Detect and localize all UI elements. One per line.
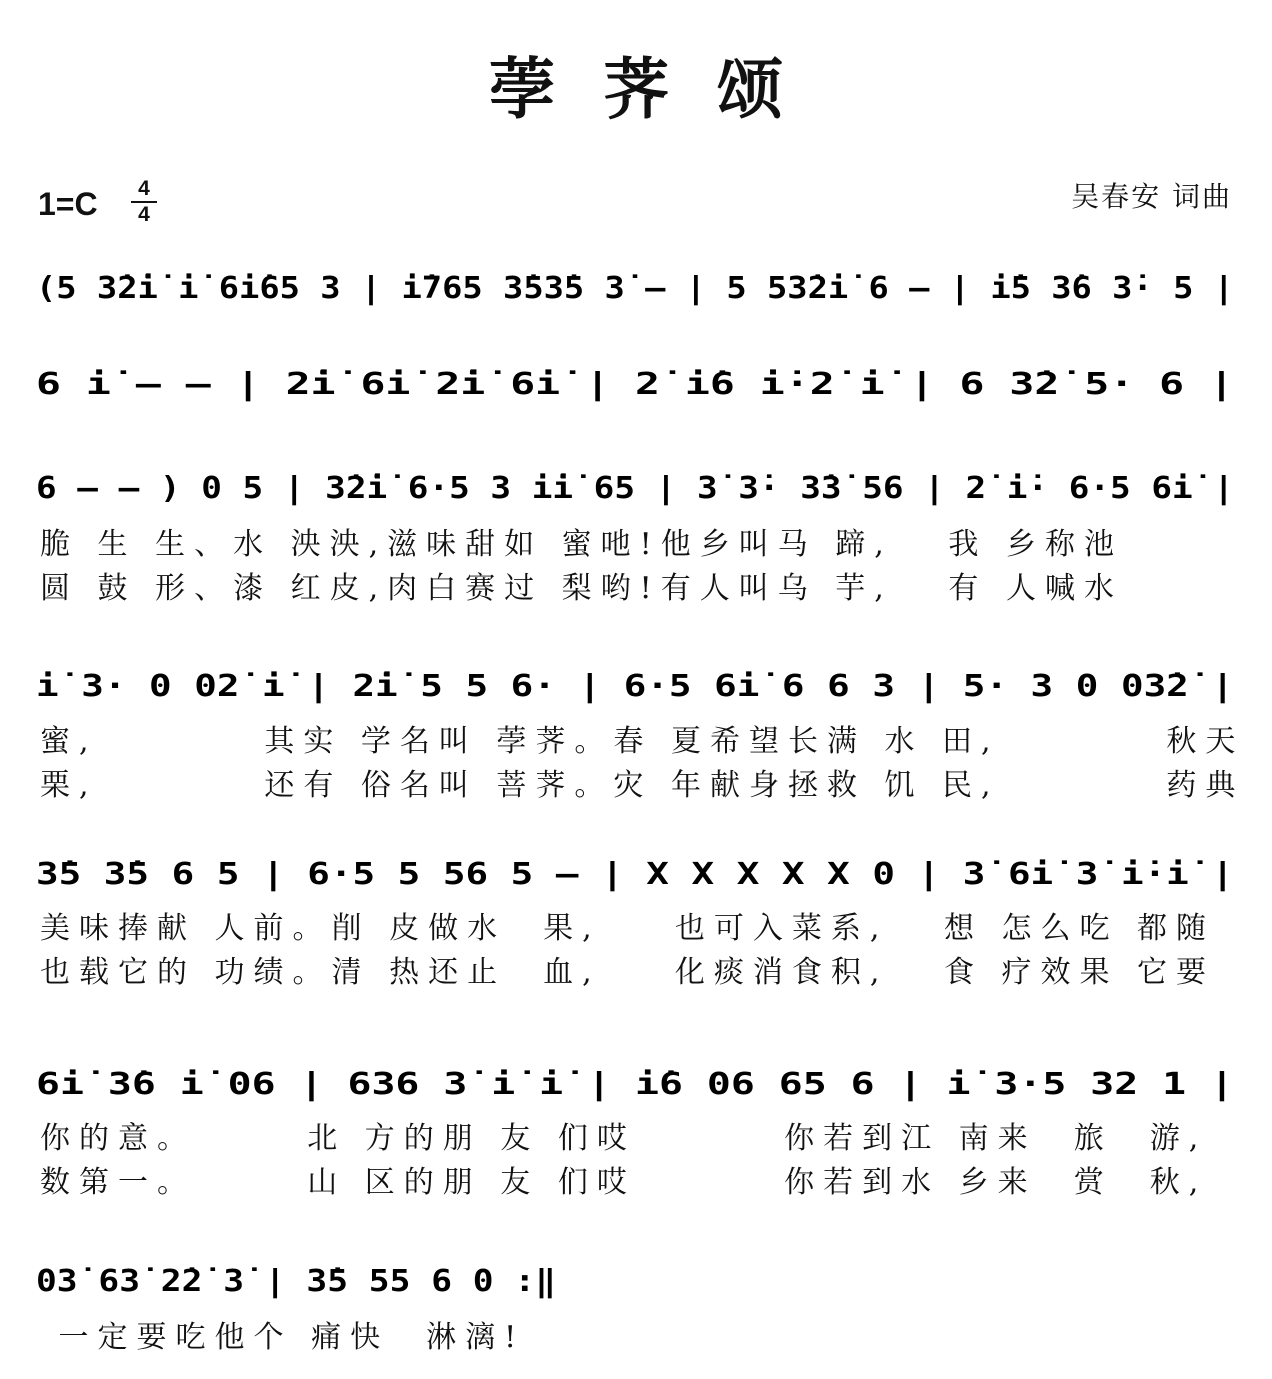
author-credit: 吴春安 词曲 — [1071, 180, 1232, 213]
lyric-line-3-verse-2: 圆 鼓 形、漆 红皮,肉白赛过 梨哟!有人叫乌 芋, 有 人喊水 — [40, 571, 1123, 606]
time-sig-bottom: 4 — [138, 203, 150, 226]
notation-line-3 — [36, 462, 1238, 506]
notation-line-1 — [36, 262, 1238, 306]
notation-line-4 — [36, 660, 1238, 704]
lyric-line-4-verse-2: 栗, 还有 俗名叫 菩荠。灾 年献身拯救 饥 民, 药典 — [40, 768, 1245, 803]
song-title: 荸荠颂 — [489, 50, 831, 128]
svg-text:(5 3̇2̇i̇ i̇ 6i̇65 3 | i̇765 3: (5 3̇2̇i̇ i̇ 6i̇65 3 | i̇765 3̇53̇5 3̇ – | 5 53̇2i̇ 6 – | i̇5 3̇6 3̇· 5 | — [36, 271, 1234, 306]
svg-text:i̇ 3· 0 02̇ i̇ | 2̇i̇ 5 5 6· |: i̇ 3· 0 02̇ i̇ | 2̇i̇ 5 5 6· | 6·5 6i̇ 6 6 3 | 5· 3 0 03̇2̇ | — [36, 669, 1234, 704]
time-signature — [131, 178, 157, 226]
lyric-line-7-verse-1: 一定要吃他个 痛快 淋漓! — [40, 1320, 526, 1355]
time-sig-top: 4 — [138, 177, 150, 200]
lyric-line-3-verse-1: 脆 生 生、水 泱泱,滋味甜如 蜜吔!他乡叫马 蹄, 我 乡称池 — [40, 527, 1123, 562]
svg-text:6i̇ 3̇6 i̇ 06 | 636 3̇ i̇ i̇ |: 6i̇ 3̇6 i̇ 06 | 636 3̇ i̇ i̇ | i̇6 06 65 6 | i̇ 3·5 32 1 | — [36, 1067, 1234, 1102]
lyric-line-6-verse-1: 你的意。 北 方的朋 友 们哎 你若到江 南来 旅 游, — [40, 1121, 1208, 1156]
lyric-line-5-verse-1: 美味捧献 人前。削 皮做水 果, 也可入菜系, 想 怎么吃 都随 — [40, 911, 1216, 946]
svg-text:6 – – ) 0 5 | 3̇2̇i̇ 6·5 3 i̇i: 6 – – ) 0 5 | 3̇2̇i̇ 6·5 3 i̇i̇ 65 | 3̇ 3̇· 3̇3̇ 56 | 2̇ i̇· 6·5 6i̇ | — [36, 471, 1234, 506]
svg-text:03̇ 63̇ 2̇2̇ 3̇ | 3̇5 55 6 0 :: 03̇ 63̇ 2̇2̇ 3̇ | 3̇5 55 6 0 :‖ — [36, 1264, 556, 1299]
svg-text:6 i̇ – – | 2̇i̇ 6i̇ 2̇i̇ 6i̇ |: 6 i̇ – – | 2̇i̇ 6i̇ 2̇i̇ 6i̇ | 2̇ i̇6 i̇·2̇ i̇ | 6 3̇2̇ 5· 6 | — [36, 367, 1234, 402]
key-signature: 1=C — [38, 186, 98, 222]
lyric-line-5-verse-2: 也载它的 功绩。清 热还止 血, 化痰消食积, 食 疗效果 它要 — [40, 955, 1216, 990]
lyric-line-4-verse-1: 蜜, 其实 学名叫 荸荠。春 夏希望长满 水 田, 秋天 — [40, 724, 1245, 759]
notation-line-6 — [36, 1058, 1238, 1102]
svg-text:3̇5 3̇5 6 5 | 6·5 5 56 5 – | X: 3̇5 3̇5 6 5 | 6·5 5 56 5 – | X X X X X 0 | 3̇ 6i̇ 3̇ i̇·i̇ | — [36, 857, 1234, 892]
notation-line-2 — [36, 358, 1238, 402]
notation-line-5 — [36, 848, 1238, 892]
lyric-line-6-verse-2: 数第一。 山 区的朋 友 们哎 你若到水 乡来 赏 秋, — [40, 1165, 1208, 1200]
notation-line-7 — [36, 1255, 596, 1299]
